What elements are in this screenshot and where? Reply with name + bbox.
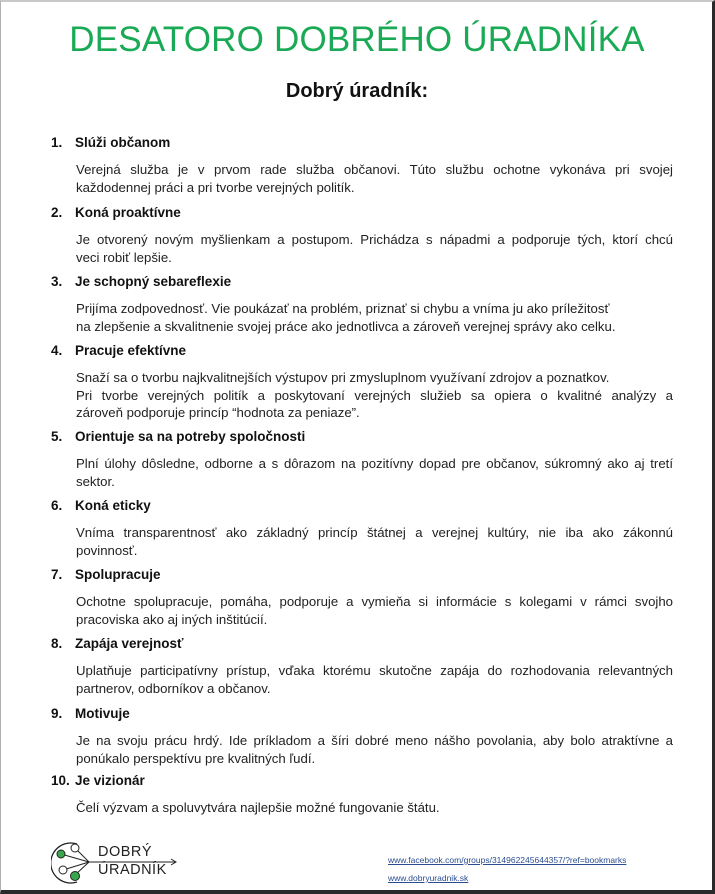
item-title: Orientuje sa na potreby spoločnosti xyxy=(75,429,306,444)
description-line: Snaží sa o tvorbu najkvalitnejších výstupov pri zmysluplnom využívaní zdrojov a poznatkov. xyxy=(76,370,610,385)
list-item xyxy=(51,205,673,266)
list-item xyxy=(51,498,673,559)
item-description xyxy=(76,231,673,266)
item-number: 4. xyxy=(51,343,63,358)
item-description xyxy=(76,732,673,767)
list-item xyxy=(51,429,673,490)
item-title: Pracuje efektívne xyxy=(75,343,187,358)
item-title: Slúži občanom xyxy=(75,135,171,150)
item-heading xyxy=(51,429,673,444)
item-title: Zapája verejnosť xyxy=(75,636,184,651)
website-link[interactable]: www.dobryuradnik.sk xyxy=(388,873,469,883)
item-description xyxy=(76,662,673,697)
item-title: Je vizionár xyxy=(75,773,145,788)
description-line: Prijíma zodpovednosť. Vie poukázať na problém, priznať si chybu a vníma ju ako príležitosť xyxy=(76,301,610,316)
description-line: Je otvorený novým myšlienkam a postupom. Prichádza s nápadmi a podporuje tých, ktorí chcú xyxy=(76,232,673,247)
item-title: Koná eticky xyxy=(75,498,151,513)
description-line: sektor. xyxy=(76,473,115,489)
item-heading xyxy=(51,498,673,513)
description-line: Pri tvorbe verejných politík a poskytovaní verejných služieb sa opiera o kvalitné analýzy a xyxy=(76,387,673,403)
description-line: Vníma transparentnosť ako základný princíp štátnej a verejnej kultúry, nie iba ako zákonnú xyxy=(76,525,673,540)
item-heading xyxy=(51,274,673,289)
item-number: 8. xyxy=(51,636,63,651)
description-line: Ochotne spolupracuje, pomáha, podporuje a vymieňa si informácie s kolegami v rámci svojho xyxy=(76,594,673,609)
description-line: pracoviska ako aj iných inštitúcií. xyxy=(76,611,268,627)
description-line: ponúkalo perspektívu pre kvalitných ľudí. xyxy=(76,750,316,766)
list-item xyxy=(51,274,673,335)
item-number: 10. xyxy=(51,773,70,788)
description-line: povinnosť. xyxy=(76,542,138,558)
description-line: Verejná služba je v prvom rade služba občanovi. Túto službu ochotne vykonáva pri svojej xyxy=(76,162,673,177)
item-heading xyxy=(51,343,673,358)
page-subtitle: Dobrý úradník: xyxy=(285,80,429,102)
list-item xyxy=(51,567,673,628)
logo-line-2: ÚRADNÍK xyxy=(98,862,167,878)
item-title: Motivuje xyxy=(75,706,130,721)
description-line: Plní úlohy dôsledne, odborne a s dôrazom na pozitívny dopad pre občanov, súkromný ako aj tretí xyxy=(76,456,673,471)
item-description xyxy=(76,300,673,335)
description-line: zároveň podporuje princíp “hodnota za peniaze”. xyxy=(76,405,360,420)
item-number: 9. xyxy=(51,706,63,721)
item-description xyxy=(76,593,673,628)
item-title: Koná proaktívne xyxy=(75,205,181,220)
item-description xyxy=(76,161,673,196)
description-line: Je na svoju prácu hrdý. Ide príkladom a šíri dobré meno nášho povolania, aby bolo atraktívne a xyxy=(76,733,673,748)
description-line: každodennej práci a pri tvorbe verejných politík. xyxy=(76,179,355,195)
item-number: 3. xyxy=(51,274,63,289)
item-heading xyxy=(51,773,673,788)
item-number: 2. xyxy=(51,205,63,220)
item-number: 7. xyxy=(51,567,63,582)
description-line: partnerov, odborníkov a občanov. xyxy=(76,680,271,696)
list-item xyxy=(51,773,673,817)
item-heading xyxy=(51,636,673,651)
item-description xyxy=(76,799,673,817)
item-title: Spolupracuje xyxy=(75,567,161,582)
item-description xyxy=(76,455,673,490)
item-description xyxy=(76,369,673,422)
item-heading xyxy=(51,135,673,150)
logo-text xyxy=(98,843,167,879)
page-title: DESATORO DOBRÉHO ÚRADNÍKA xyxy=(69,20,645,59)
footer-links xyxy=(388,855,626,891)
description-line: Uplatňuje participatívny prístup, vďaka ktorému skutočne zapája do rozhodovania relevantných xyxy=(76,663,673,678)
item-number: 1. xyxy=(51,135,63,150)
description-line: na zlepšenie a skvalitnenie svojej práce ako jednotlivca a zároveň verejnej správy ako celku. xyxy=(76,318,616,334)
list-item xyxy=(51,343,673,422)
list-item xyxy=(51,636,673,697)
item-number: 6. xyxy=(51,498,63,513)
item-heading xyxy=(51,706,673,721)
facebook-link[interactable]: www.facebook.com/groups/314962245644357/?ref=bookmarks xyxy=(388,855,627,865)
logo-line-1: DOBRÝ xyxy=(98,844,153,860)
list-item xyxy=(51,135,673,196)
item-heading xyxy=(51,205,673,220)
logo xyxy=(51,838,191,888)
description-line: Čelí výzvam a spoluvytvára najlepšie možné fungovanie štátu. xyxy=(76,800,440,815)
item-heading xyxy=(51,567,673,582)
item-description xyxy=(76,524,673,559)
item-number: 5. xyxy=(51,429,63,444)
description-line: veci robiť lepšie. xyxy=(76,249,172,265)
list-item xyxy=(51,706,673,767)
item-title: Je schopný sebareflexie xyxy=(75,274,232,289)
